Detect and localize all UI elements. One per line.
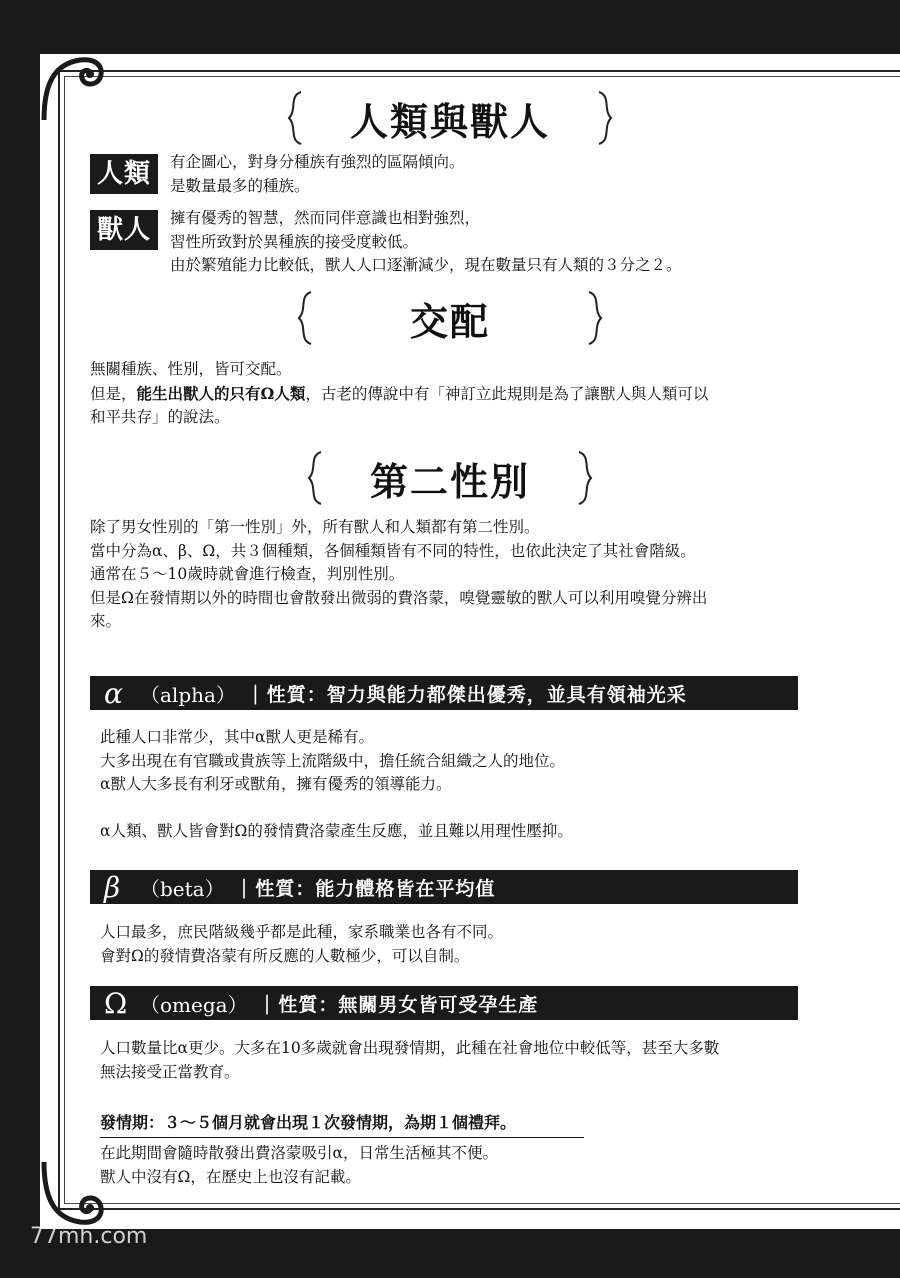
mating-emphasis: 能生出獸人的只有Ω人類 — [136, 383, 306, 403]
heading-text: 交配 — [409, 298, 490, 344]
omega-trait: 性質：無關男女皆可受孕生產 — [278, 993, 539, 1016]
second-gender-paragraph: 除了男女性別的「第一性別」外，所有獸人和人類都有第二性別。 當中分為α、β、Ω，共３個種類，各個種類皆有不同的特性，也依此決定了其社會階級。 通常在５～10歲時就會進行檢查，判別性別。 但是Ω在發情期以外的時間也會散發出微弱的費洛蒙，嗅覺靈敏的獸人可以利用嗅覺分辨出 來。 — [90, 518, 708, 630]
mating-line-2-pre: 但是， — [90, 384, 137, 403]
heading-text: 第二性別 — [369, 458, 530, 504]
alpha-latin: （alpha） — [140, 682, 236, 707]
right-bracket-ornament-icon — [595, 88, 617, 148]
bar-separator: | — [263, 991, 271, 1015]
mating-line-2-post: ，古老的傳說中有「神訂立此規則是為了讓獸人與人類可以 和平共存」的說法。 — [90, 384, 709, 426]
mating-line-1: 無關種族、性別，皆可交配。 — [90, 360, 292, 378]
heading-second-gender — [0, 448, 900, 508]
beta-symbol: β — [104, 870, 121, 904]
human-tag: 人類 — [90, 154, 158, 194]
alpha-trait: 性質：智力與能力都傑出優秀，並具有領袖光采 — [266, 683, 687, 706]
mating-paragraph — [90, 358, 810, 430]
human-description: 有企圖心，對身分種族有強烈的區隔傾向。 是數量最多的種族。 — [170, 153, 465, 195]
beast-tag: 獸人 — [90, 210, 158, 250]
right-bracket-ornament-icon — [585, 288, 607, 348]
beta-header-bar — [90, 870, 798, 904]
beta-description: 人口最多，庶民階級幾乎都是此種，家系職業也各有不同。 會對Ω的發情費洛蒙有所反應的人數極少，可以自制。 — [100, 923, 504, 965]
estrus-description: 在此期間會隨時散發出費洛蒙吸引α，日常生活極其不便。 獸人中沒有Ω，在歷史上也沒有記載。 — [100, 1144, 498, 1186]
omega-header-bar — [90, 986, 798, 1020]
left-bracket-ornament-icon — [283, 88, 305, 148]
left-bracket-ornament-icon — [293, 288, 315, 348]
estrus-title: 發情期：３～５個月就會出現１次發情期，為期１個禮拜。 — [100, 1110, 584, 1138]
beta-trait: 性質：能力體格皆在平均值 — [255, 877, 496, 900]
alpha-header-bar — [90, 676, 798, 710]
omega-symbol: Ω — [104, 986, 128, 1020]
heading-humans-beasts — [0, 88, 900, 148]
alpha-symbol: α — [104, 676, 123, 710]
omega-latin: （omega） — [140, 992, 248, 1017]
heading-mating — [0, 288, 900, 348]
bar-separator: | — [251, 681, 259, 705]
omega-description: 人口數量比α更少。大多在10多歲就會出現發情期，此種在社會地位中較低等，甚至大多數 無法接受正當教育。 — [100, 1039, 720, 1081]
watermark: 77mh.com — [30, 1224, 148, 1249]
left-bracket-ornament-icon — [303, 448, 325, 508]
alpha-description: 此種人口非常少，其中α獸人更是稀有。 大多出現在有官職或貴族等上流階級中，擔任統合組織之人的地位。 α獸人大多長有利牙或獸角，擁有優秀的領導能力。 α人類、獸人皆會對Ω的發情費洛蒙產生反應，並且難以用理性壓抑。 — [100, 728, 573, 840]
beast-description: 擁有優秀的智慧，然而同伴意識也相對強烈， 習性所致對於異種族的接受度較低。 由於繁殖能力比較低，獸人人口逐漸減少，現在數量只有人類的３分之２。 — [170, 209, 682, 274]
right-bracket-ornament-icon — [575, 448, 597, 508]
bar-separator: | — [240, 875, 248, 899]
beta-latin: （beta） — [140, 876, 225, 901]
heading-text: 人類與獸人 — [349, 98, 550, 144]
